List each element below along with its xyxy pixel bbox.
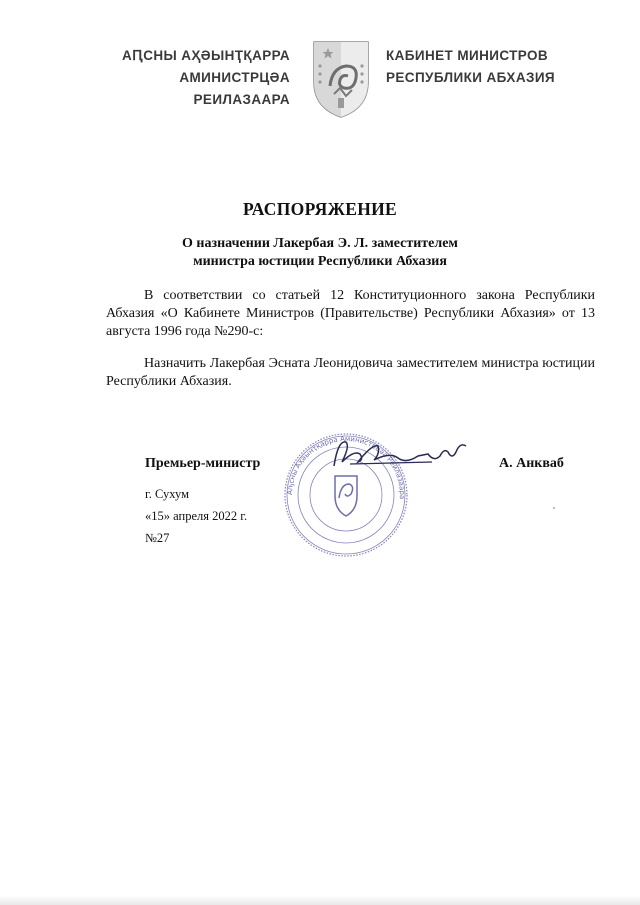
subject-line-1: О назначении Лакербая Э. Л. заместителем: [182, 236, 458, 251]
header-left-block: [80, 45, 290, 111]
header-left-line-1: АԤСНЫ АҲӘЫНҬҚАРРА: [121, 48, 290, 63]
body-paragraph-2: Назначить Лакербая Эсната Леонидовича заместителем министра юстиции Республики Абхазия.: [106, 356, 595, 389]
document-subject: [0, 235, 640, 271]
issue-city: г. Сухум: [145, 487, 190, 501]
signatory-name: А. Анкваб: [499, 456, 564, 471]
issue-date: «15» апреля 2022 г.: [145, 509, 248, 523]
seal-text-outer: Аҧсны Аҳәынҭқарра Аминистрцәа Реилазаара: [285, 434, 407, 500]
header-right-line-1: КАБИНЕТ МИНИСТРОВ: [386, 48, 549, 63]
body-paragraph-1: В соответствии со статьей 12 Конституционного закона Республики Абхазия «О Кабинете Министров (Правительстве) Республики Абхазия» от 13 августа 1996 года №290-с:: [106, 288, 595, 339]
document-title: РАСПОРЯЖЕНИЕ: [242, 199, 397, 219]
subject-line-2: министра юстиции Республики Абхазия: [193, 254, 447, 269]
document-number: №27: [145, 531, 170, 545]
signatory-role: Премьер-министр: [145, 456, 261, 471]
scan-speck: [553, 507, 555, 509]
abkhazia-coat-of-arms-icon: [310, 38, 372, 120]
scan-bottom-edge: [0, 895, 640, 905]
header-right-block: [386, 45, 586, 89]
header-right-line-2: РЕСПУБЛИКИ АБХАЗИЯ: [386, 70, 556, 85]
handwritten-signature: [320, 432, 470, 477]
header-left-line-2: АМИНИСТРЦӘА РЕИЛАЗААРА: [179, 70, 290, 107]
